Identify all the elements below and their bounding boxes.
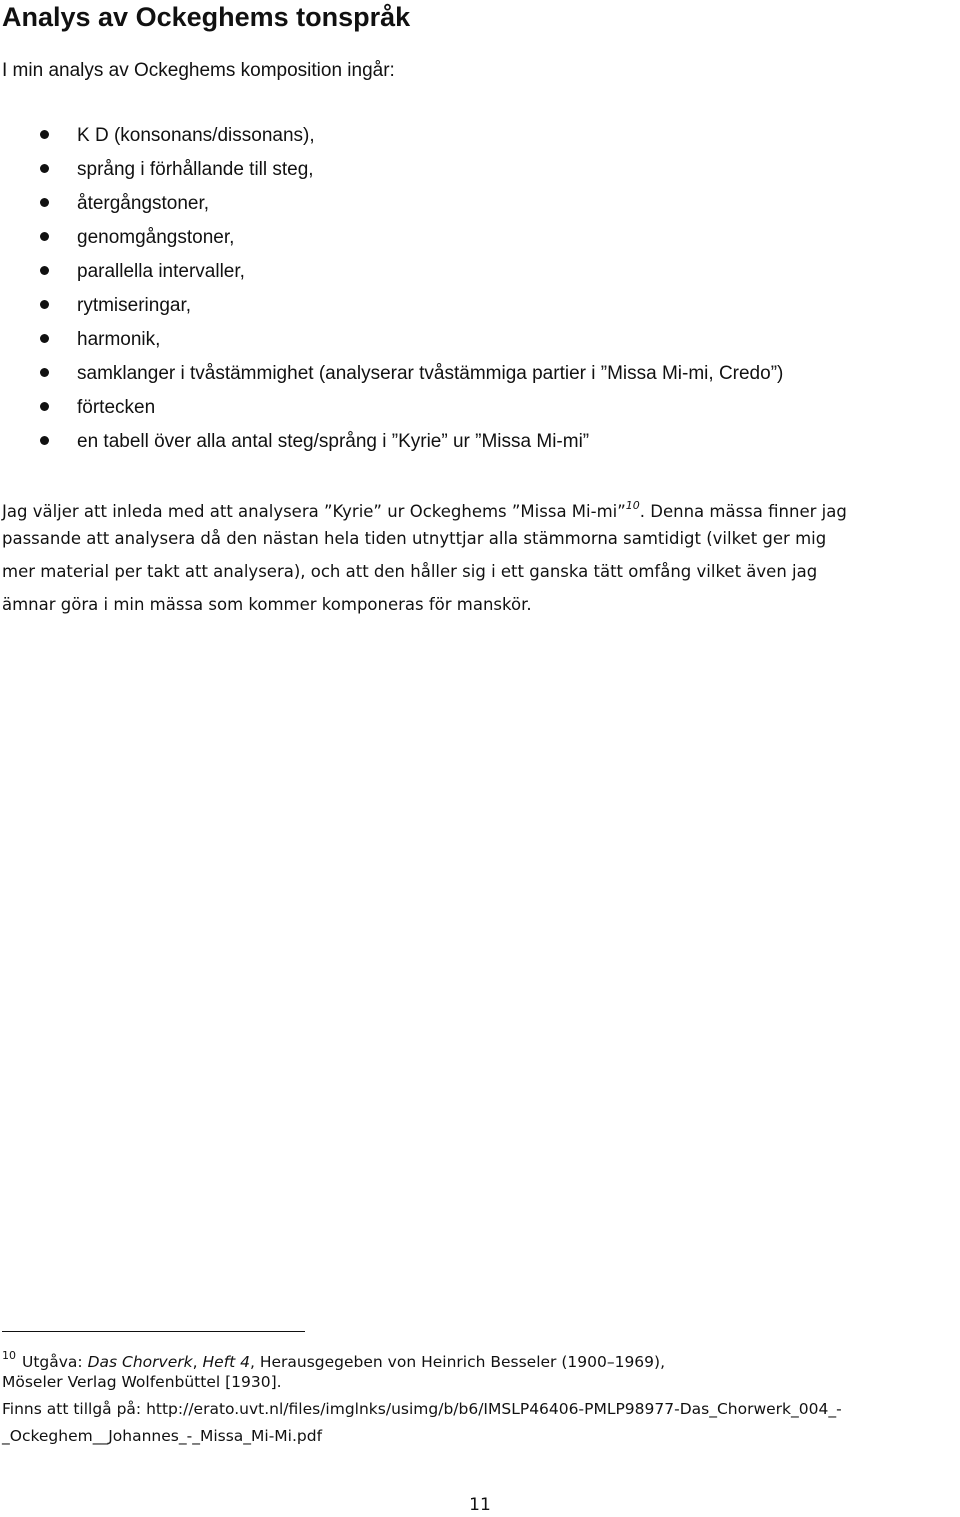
- paragraph-text: . Denna mässa finner jag: [639, 502, 847, 521]
- paragraph-line: passande att analysera då den nästan hela tiden utnyttjar alla stämmorna samtidigt (vilket ger mig: [2, 529, 827, 548]
- bullet-icon: [40, 436, 49, 445]
- list-item-text: en tabell över alla antal steg/språng i ”Kyrie” ur ”Missa Mi-mi”: [77, 431, 590, 452]
- footnote-line: Möseler Verlag Wolfenbüttel [1930].: [2, 1373, 282, 1391]
- page-number: 11: [469, 1495, 491, 1515]
- bullet-icon: [40, 266, 49, 275]
- footnote: [2, 1342, 958, 1450]
- paragraph-line: ämnar göra i min mässa som kommer komponeras för manskör.: [2, 595, 532, 614]
- bullet-icon: [40, 164, 49, 173]
- footnote-link-line[interactable]: _Ockeghem__Johannes_-_Missa_Mi-Mi.pdf: [2, 1427, 323, 1445]
- footnote-text: , Herausgegeben von Heinrich Besseler (1900–1969),: [249, 1353, 666, 1371]
- body-paragraph: [2, 489, 958, 621]
- list-item-text: K D (konsonans/dissonans),: [77, 125, 315, 146]
- list-item-text: parallella intervaller,: [77, 261, 245, 282]
- list-item-text: genomgångstoner,: [77, 227, 235, 248]
- paragraph-line: mer material per takt att analysera), och att den håller sig i ett ganska tätt omfång vilket även jag: [2, 562, 818, 581]
- paragraph-line: [2, 489, 958, 522]
- page-heading: Analys av Ockeghems tonspråk: [2, 2, 411, 32]
- bullet-icon: [40, 402, 49, 411]
- list-item-text: rytmiseringar,: [77, 295, 192, 316]
- bullet-icon: [40, 334, 49, 343]
- footnote-number: 10: [2, 1349, 16, 1362]
- list-item-text: förtecken: [77, 397, 156, 418]
- bullet-icon: [40, 300, 49, 309]
- list-item-text: språng i förhållande till steg,: [77, 159, 314, 180]
- footnote-line: [2, 1342, 958, 1369]
- paragraph-text: Jag väljer att inleda med att analysera ”Kyrie” ur Ockeghems ”Missa Mi-mi”: [2, 502, 626, 521]
- bullet-icon: [40, 130, 49, 139]
- footnote-title: Das Chorverk: [87, 1353, 193, 1371]
- bullet-icon: [40, 232, 49, 241]
- footnote-text: ,: [192, 1353, 203, 1371]
- footnote-reference[interactable]: 10: [625, 499, 640, 512]
- bullet-icon: [40, 368, 49, 377]
- list-item-text: samklanger i tvåstämmighet (analyserar tvåstämmiga partier i ”Missa Mi-mi, Credo”): [77, 363, 784, 384]
- bullet-icon: [40, 198, 49, 207]
- footnote-divider: [2, 1331, 305, 1332]
- footnote-text: Utgåva:: [22, 1353, 88, 1371]
- list-item-text: återgångstoner,: [77, 193, 210, 214]
- footnote-volume: Heft 4: [202, 1353, 250, 1371]
- list-item-text: harmonik,: [77, 329, 161, 350]
- footnote-link-line[interactable]: Finns att tillgå på: http://erato.uvt.nl/files/imglnks/usimg/b/b6/IMSLP46406-PMLP98977-Das_Chorwerk_004_-: [2, 1400, 842, 1418]
- intro-text: I min analys av Ockeghems komposition ingår:: [2, 60, 395, 81]
